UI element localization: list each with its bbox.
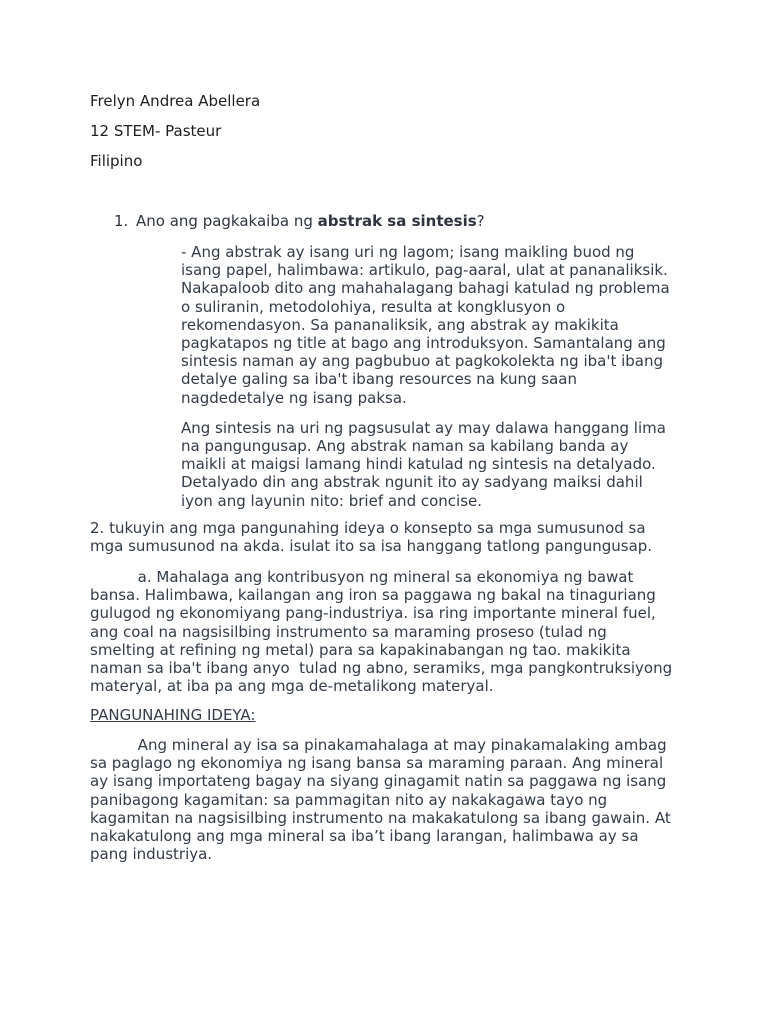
text-line: sintesis naman ay ang pagbubuo at pagkokolekta ng iba't ibang xyxy=(181,352,664,371)
text-line: kagamitan na nagsisilbing instrumento na makakatulong sa ibang gawain. At xyxy=(90,808,671,827)
text-line: iyon ang layunin nito: brief and concise. xyxy=(181,491,483,510)
text-line: - Ang abstrak ay isang uri ng lagom; isang maikling buod ng xyxy=(181,243,635,261)
text-line: naman sa iba't ibang anyo tulad ng abno, seramiks, mga pangkontruksiyong xyxy=(90,659,673,678)
answer-1-paragraph-2 xyxy=(181,419,681,510)
question-1-bold-term: abstrak sa sintesis xyxy=(317,212,477,230)
text-line: sa paglago ng ekonomiya ng isang bansa sa maraming paraan. Ang mineral xyxy=(90,754,664,773)
student-class: 12 STEM- Pasteur xyxy=(90,122,222,140)
question-1-number: 1. xyxy=(114,212,129,230)
question-1-prefix: Ano ang pagkakaiba ng xyxy=(136,212,318,230)
text-line: na pangungusap. Ang abstrak naman sa kabilang banda ay xyxy=(181,437,629,456)
text-line: smelting at refining ng metal) para sa kapakinabangan ng tao. makikita xyxy=(90,640,631,659)
text-line: pagkatapos ng title at bago ang introduksyon. Samantalang ang xyxy=(181,334,666,353)
answer-1 xyxy=(181,243,681,510)
answer-1-paragraph-1 xyxy=(181,243,681,407)
question-1-suffix: ? xyxy=(476,212,485,230)
text-line: Detalyado din ang abstrak ngunit ito ay sadyang maiksi dahil xyxy=(181,473,643,492)
main-idea-heading: PANGUNAHING IDEYA: xyxy=(90,706,256,724)
question-2 xyxy=(90,519,690,555)
text-line: Ang mineral ay isa sa pinakamahalaga at may pinakamalaking ambag xyxy=(90,736,667,754)
text-line: panibagong kagamitan: sa pammagitan nito ay nakakagawa tayo ng xyxy=(90,790,608,809)
subject-title: Filipino xyxy=(90,152,143,170)
text-line: ang coal na nagsisilbing instrumento sa maraming proseso (tulad ng xyxy=(90,622,607,641)
text-line: ay isang importateng bagay na siyang ginagamit natin sa paggawa ng isang xyxy=(90,772,667,791)
text-line: Ang sintesis na uri ng pagsusulat ay may dalawa hanggang lima xyxy=(181,418,666,437)
student-name: Frelyn Andrea Abellera xyxy=(90,92,261,110)
text-line: o suliranin, metodolohiya, resulta at kongklusyon o xyxy=(181,297,566,316)
text-line: Nakapaloob dito ang mahahalagang bahagi katulad ng problema xyxy=(181,279,670,298)
text-line: nagdedetalye ng isang paksa. xyxy=(181,388,407,407)
main-idea-paragraph xyxy=(90,736,690,863)
text-line: gulugod ng ekonomiyang pang-industriya. isa ring importante mineral fuel, xyxy=(90,604,656,623)
text-line: detalye galing sa iba't ibang resources na kung saan xyxy=(181,370,577,389)
text-line: isang papel, halimbawa: artikulo, pag-aaral, ulat at pananaliksik. xyxy=(181,261,668,280)
text-line: 2. tukuyin ang mga pangunahing ideya o konsepto sa mga sumusunod sa xyxy=(90,519,646,537)
text-line: rekomendasyon. Sa pananaliksik, ang abstrak ay makikita xyxy=(181,315,619,334)
item-a-paragraph xyxy=(90,568,690,695)
text-line: pang industriya. xyxy=(90,845,213,864)
text-line: bansa. Halimbawa, kailangan ang iron sa paggawa ng bakal na tinaguriang xyxy=(90,586,656,605)
text-line: nakakatulong ang mga mineral sa iba’t ibang larangan, halimbawa ay sa xyxy=(90,827,639,846)
text-line: maikli at maigsi lamang hindi katulad ng sintesis na detalyado. xyxy=(181,455,656,474)
question-1 xyxy=(114,212,485,230)
text-line: a. Mahalaga ang kontribusyon ng mineral sa ekonomiya ng bawat xyxy=(90,568,634,586)
text-line: mga sumusunod na akda. isulat ito sa isa hanggang tatlong pangungusap. xyxy=(90,537,653,556)
text-line: materyal, at iba pa ang mga de-metalikong materyal. xyxy=(90,677,494,696)
